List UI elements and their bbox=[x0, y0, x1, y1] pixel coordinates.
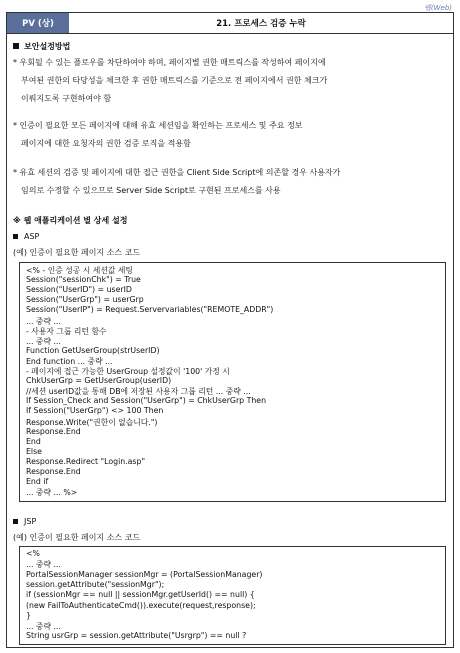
code-line: if (sessionMgr == null || sessionMgr.getUserId() == null) { bbox=[26, 590, 255, 600]
paragraph-line: * 우회될 수 있는 플로우를 차단하여야 하며, 페이지별 권한 매트릭스를 작성하여 페이지에 bbox=[13, 58, 326, 67]
code-line: Session("UserID") = userID bbox=[26, 285, 132, 295]
code-line: (new FailToAuthenticateCmd()).execute(request,response); bbox=[26, 600, 256, 610]
code-line: <% bbox=[26, 549, 40, 558]
header-bar bbox=[7, 13, 453, 34]
paragraph-line: 페이지에 대한 요청자의 권한 검증 로직을 적용함 bbox=[21, 139, 191, 148]
code-line: ... 중략 ... bbox=[26, 316, 61, 326]
square-bullet-icon bbox=[13, 519, 18, 524]
square-bullet-icon bbox=[13, 43, 19, 49]
code-line: Response.End bbox=[26, 426, 81, 436]
code-line: String usrGrp = session.getAttribute("Usrgrp") == null ? bbox=[26, 631, 247, 641]
jsp-caption: (예) 인증이 필요한 페이지 소스 코드 bbox=[13, 533, 141, 542]
code-line: End if bbox=[26, 477, 49, 487]
code-line: } bbox=[26, 610, 31, 620]
paragraph-line: * 인증이 필요한 모든 페이지에 대해 유효 세션임을 확인하는 프로세스 및 주요 정보 bbox=[13, 121, 303, 130]
page-title: 21. 프로세스 검증 누락 bbox=[216, 19, 306, 29]
asp-subheading bbox=[13, 232, 39, 241]
code-line: PortalSessionManager sessionMgr = (PortalSessionManager) bbox=[26, 569, 263, 579]
code-line: Response.End bbox=[26, 467, 81, 476]
code-line: Else bbox=[26, 446, 42, 456]
code-line: End function ... 중략 ... bbox=[26, 356, 113, 366]
code-line: session.getAttribute("sessionMgr"); bbox=[26, 579, 165, 589]
jsp-subheading bbox=[13, 517, 36, 526]
code-line: //세션 userID값을 통해 DB에 저장된 사용자 그룹 리턴 ... 중략 ... bbox=[26, 387, 251, 397]
code-line: Function GetUserGroup(strUserID) bbox=[26, 345, 160, 355]
paragraph-line: 임의로 수정할 수 있으므로 Server Side Script로 구현된 프로세스를 사용 bbox=[21, 186, 281, 195]
section-heading-webapp: ※ 웹 애플리케이션 별 상세 설정 bbox=[13, 216, 128, 225]
code-line: End bbox=[26, 436, 41, 446]
code-line: ... 중략 ... bbox=[26, 336, 61, 346]
code-line: - 사용자 그룹 리턴 함수 bbox=[26, 326, 107, 336]
code-line: Session("UserGrp") = userGrp bbox=[26, 295, 144, 305]
code-line: - 페이지에 접근 가능한 UserGroup 설정값이 '100' 가정 시 bbox=[26, 367, 230, 376]
code-line: ... 중략 ... %> bbox=[26, 488, 78, 498]
section-heading-text: 보안설정방법 bbox=[24, 42, 71, 51]
asp-caption: (예) 인증이 필요한 페이지 소스 코드 bbox=[13, 248, 141, 257]
code-line: If Session_Check and Session("UserGrp") = ChkUserGrp Then bbox=[26, 396, 267, 406]
document-frame bbox=[6, 12, 454, 648]
paragraph-line: 부여된 권한의 타당성을 체크한 후 권한 매트릭스를 기준으로 전 페이지에서 권한 체크가 bbox=[21, 76, 328, 85]
paragraph-line: 이뤄지도록 구현하여야 함 bbox=[21, 94, 112, 103]
code-line: Response.Write("권한이 없습니다.") bbox=[26, 417, 158, 427]
code-line: Session("sessionChk") = True bbox=[26, 275, 141, 285]
square-bullet-icon bbox=[13, 234, 18, 239]
code-line: Session("UserIP") = Request.Servervariables("REMOTE_ADDR") bbox=[26, 305, 274, 315]
code-line: ... 중략 ... bbox=[26, 560, 61, 570]
jsp-code-box bbox=[19, 546, 446, 645]
section-heading-security bbox=[13, 41, 70, 52]
web-category-tag: 웹(Web) bbox=[424, 4, 452, 12]
code-line: Response.Redirect "Login.asp" bbox=[26, 456, 146, 466]
code-line: ChkUserGrp = GetUserGroup(userID) bbox=[26, 376, 172, 386]
asp-code-box bbox=[19, 262, 446, 502]
code-line: <% - 인증 성공 시 세션값 세팅 bbox=[26, 266, 133, 275]
code-line: If Session("UserGrp") <> 100 Then bbox=[26, 406, 164, 416]
jsp-label: JSP bbox=[24, 517, 37, 526]
code-line: ... 중략 ... bbox=[26, 622, 61, 632]
paragraph-line: * 유효 세션의 검증 및 페이지에 대한 접근 권한을 Client Side Script에 의존할 경우 사용자가 bbox=[13, 168, 341, 177]
asp-label: ASP bbox=[24, 232, 40, 241]
severity-badge: PV (상) bbox=[7, 13, 69, 33]
